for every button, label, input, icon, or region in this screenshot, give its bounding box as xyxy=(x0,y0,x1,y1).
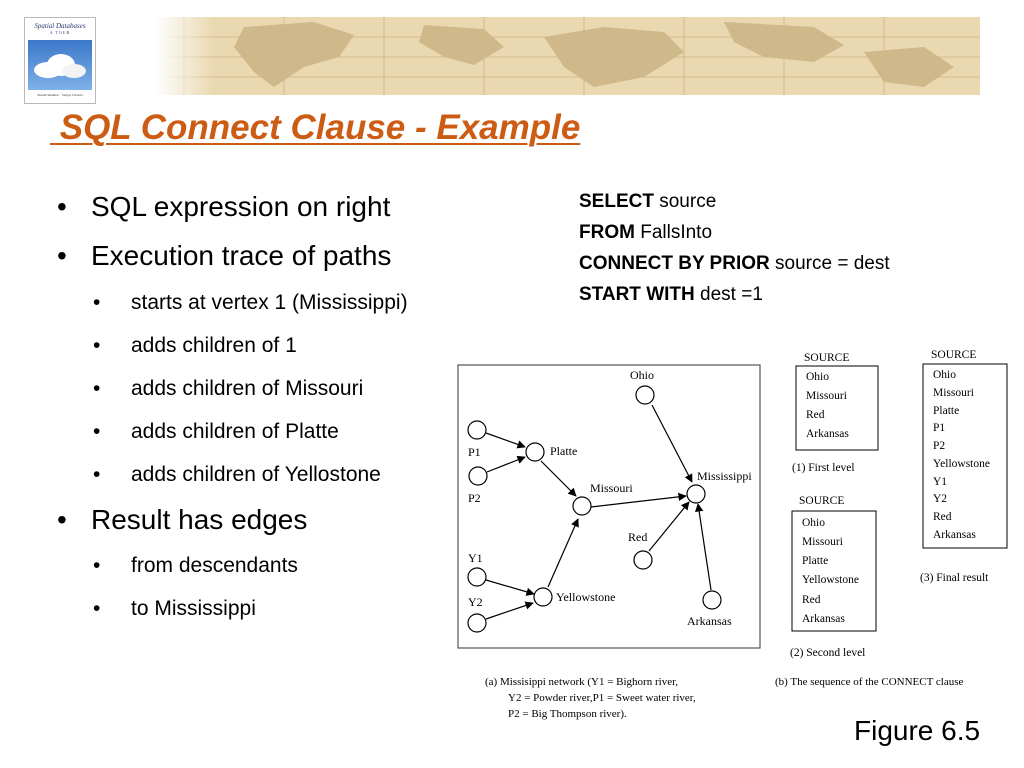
table-cell: Y2 xyxy=(933,493,948,505)
bullet-dot: • xyxy=(57,504,67,535)
node-p1 xyxy=(468,421,486,439)
sub-bullet-item: adds children of 1 xyxy=(131,334,297,357)
sub-bullet-dot: • xyxy=(93,334,101,357)
table-cell: Y1 xyxy=(933,476,948,488)
sub-bullet-item: starts at vertex 1 (Mississippi) xyxy=(131,291,408,314)
sub-bullet-dot: • xyxy=(93,291,101,314)
bullet-result-edges: Result has edges xyxy=(91,504,308,535)
sql-keyword: FROM xyxy=(579,222,635,243)
table-cell: Ohio xyxy=(933,369,956,381)
table-cell: Missouri xyxy=(806,390,847,402)
node-label-yellowstone: Yellowstone xyxy=(556,590,616,604)
node-ohio xyxy=(636,386,654,404)
table-cell: Red xyxy=(933,511,952,523)
table-cell: Ohio xyxy=(802,517,825,529)
bullet-sql-expression: SQL expression on right xyxy=(91,191,391,222)
node-yellowstone xyxy=(534,588,552,606)
sub-bullet-dot: • xyxy=(93,463,101,486)
sql-keyword: SELECT xyxy=(579,191,654,212)
table-first-level xyxy=(792,352,878,474)
figure-label: Figure 6.5 xyxy=(854,715,981,746)
node-label-y1: Y1 xyxy=(468,551,483,565)
table-caption: (1) First level xyxy=(792,462,855,474)
node-missouri xyxy=(573,497,591,515)
node-arkansas xyxy=(703,591,721,609)
sub-bullet-item: adds children of Missouri xyxy=(131,377,364,400)
node-p2 xyxy=(469,467,487,485)
table-header: SOURCE xyxy=(799,495,845,507)
sub-bullet-item: to Mississippi xyxy=(131,597,256,620)
node-red xyxy=(634,551,652,569)
sql-text: source xyxy=(653,191,717,212)
table-cell: Platte xyxy=(933,405,960,417)
node-label-y2: Y2 xyxy=(468,595,483,609)
slide-title: SQL Connect Clause - Example xyxy=(50,108,581,147)
sub-bullet-item: from descendants xyxy=(131,554,298,577)
table-header: SOURCE xyxy=(931,349,977,361)
sql-text: dest =1 xyxy=(694,284,763,305)
caption-a-line: (a) Missisippi network (Y1 = Bighorn river, xyxy=(485,676,679,688)
sub-bullet-item: adds children of Platte xyxy=(131,420,339,443)
sql-text: source = dest xyxy=(769,253,890,274)
node-label-missouri: Missouri xyxy=(590,481,633,495)
node-label-mississippi: Mississippi xyxy=(697,469,752,483)
sub-bullet-dot: • xyxy=(93,597,101,620)
node-label-arkansas: Arkansas xyxy=(687,614,732,628)
node-label-red: Red xyxy=(628,530,648,544)
table-cell: Arkansas xyxy=(933,529,976,541)
caption-b: (b) The sequence of the CONNECT clause xyxy=(775,676,964,688)
node-y2 xyxy=(468,614,486,632)
node-label-p1: P1 xyxy=(468,445,481,459)
table-caption: (2) Second level xyxy=(790,647,866,659)
table-cell: Missouri xyxy=(933,387,974,399)
table-cell: Platte xyxy=(802,555,829,567)
table-second-level xyxy=(790,495,876,659)
table-final-result xyxy=(920,349,1007,584)
sql-keyword: CONNECT BY PRIOR xyxy=(579,253,770,274)
table-header: SOURCE xyxy=(804,352,850,364)
sub-bullet-dot: • xyxy=(93,420,101,443)
table-cell: Arkansas xyxy=(806,428,849,440)
table-cell: P1 xyxy=(933,422,946,434)
node-platte xyxy=(526,443,544,461)
sql-keyword: START WITH xyxy=(579,284,695,305)
book-cover-title: Spatial Databases xyxy=(34,22,86,30)
sub-bullet-dot: • xyxy=(93,377,101,400)
bullet-dot: • xyxy=(57,240,67,271)
node-mississippi xyxy=(687,485,705,503)
bullet-dot: • xyxy=(57,191,67,222)
table-cell: Yellowstone xyxy=(933,458,990,470)
sub-bullet-item: adds children of Yellostone xyxy=(131,463,381,486)
node-label-ohio: Ohio xyxy=(630,368,654,382)
table-cell: Yellowstone xyxy=(802,574,859,586)
book-cover-subtitle: A TOUR xyxy=(49,30,71,35)
caption-a-line: P2 = Big Thompson river). xyxy=(508,708,627,720)
table-cell: Ohio xyxy=(806,371,829,383)
sql-text: FallsInto xyxy=(634,222,713,243)
table-caption: (3) Final result xyxy=(920,572,989,584)
book-cover-authors: Shashi Shekhar · Sanjay Chawla xyxy=(37,93,83,97)
node-label-p2: P2 xyxy=(468,491,481,505)
sub-bullet-dot: • xyxy=(93,554,101,577)
bullet-execution-trace: Execution trace of paths xyxy=(91,240,392,271)
table-cell: P2 xyxy=(933,440,946,452)
table-cell: Red xyxy=(806,409,825,421)
table-cell: Missouri xyxy=(802,536,843,548)
caption-a-line: Y2 = Powder river,P1 = Sweet water river, xyxy=(508,692,696,704)
node-y1 xyxy=(468,568,486,586)
table-cell: Red xyxy=(802,594,821,606)
node-label-platte: Platte xyxy=(550,444,578,458)
table-cell: Arkansas xyxy=(802,613,845,625)
